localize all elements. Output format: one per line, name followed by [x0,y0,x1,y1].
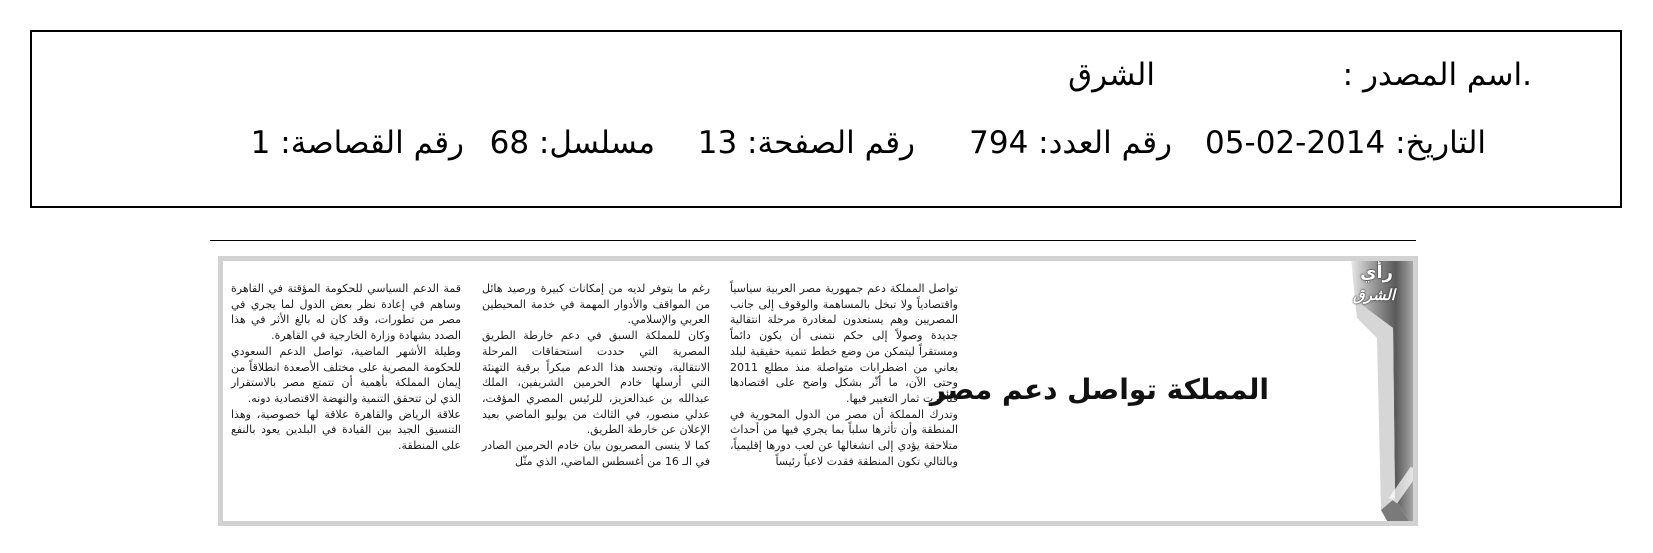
newspaper-clipping [218,256,1418,526]
ribbon-opinion-label: رأي [1359,262,1393,283]
paragraph: وكان للمملكة السبق في دعم خارطة الطريق المصرية التي حددت استحقاقات المرحلة الانتقالية، وتجسد هذا الدعم مبكراً برقية التهنئة التي أرسلها خادم الحرمين الشريفين، الملك عبدالله بن عبدالعزيز، للرئيس المصري المؤقت، عدلي منصور، في الثالث من يوليو الماضي بعيد الإعلان عن خارطة الطريق. [482,329,710,437]
paragraph: كما لا ينسى المصريون بيان خادم الحرمين الصادر في الـ 16 من أغسطس الماضي، الذي مثّل [482,439,710,468]
separator-rule [210,240,1416,241]
source-value: الشرق [1068,57,1155,93]
paragraph: رغم ما يتوفر لديه من إمكانات كبيرة ورصيد هائل من المواقف والأدوار المهمة في خدمة المحيطين العربي والإسلامي. [482,282,710,327]
clip-number-field: رقم القصاصة: 1 [250,125,464,161]
paragraph: وتدرك المملكة أن مصر من الدول المحورية في المنطقة وأن تأثرها سلباً بما يجري فيها من أحداث متلاحقة يؤدي إلى انشغالها عن لعب دورها إقليمياً، وبالتالي تكون المنطقة فقدت لاعباً رئيساً [730,407,958,468]
serial-field: مسلسل: 68 [489,125,655,161]
paragraph: تواصل المملكة دعم جمهورية مصر العربية سياسياً واقتصادياً ولا تبخل بالمساهمة والوقوف إلى جانب المصريين وهم يستعدون لمغادرة مرحلة انتقالية جديدة وصولاً إلى حكم نتمنى أن يكون دائماً ومستقراً ليتمكن من وضع خطط تنمية حقيقية لبلد يعاني من اضطرابات متواصلة منذ مطلع 2011 وحتى الآن، ما أثّر بشكل واضح على اقتصادها فتأخرت ثمار التغيير فيها. [730,282,958,405]
paragraph: علاقة الرياض والقاهرة علاقة لها خصوصية، وهذا التنسيق الجيد بين القيادة في البلدين يعود بالنفع على المنطقة. [231,407,461,453]
source-label: .اسم المصدر : [1342,57,1532,93]
date-field: التاريخ: 2014-02-05 [1205,125,1486,161]
clipping-metadata-box [30,30,1622,208]
ribbon-brand-label: الشرق [1352,286,1395,304]
opinion-ribbon [1295,258,1415,526]
article-column-3 [231,281,461,454]
page-number-field: رقم الصفحة: 13 [697,125,915,161]
article-column-2 [482,281,710,469]
article-headline: المملكة تواصل دعم مصر [929,373,1269,406]
paragraph: قمة الدعم السياسي للحكومة المؤقتة في القاهرة وساهم في إعادة نظر بعض الدول لما يجري في مصر من تطورات، وقد كان له بالغ الأثر في هذا الصدد بشهادة وزارة الخارجية في القاهرة. [231,282,461,343]
paragraph: وطيلة الأشهر الماضية، تواصل الدعم السعودي للحكومة المصرية على مختلف الأصعدة انطلاقاً من إيمان المملكة بأهمية أن تتمتع مصر بالاستقرار الذي لن تتحقق التنمية والنهضة الاقتصادية دونه. [231,344,461,405]
issue-number-field: رقم العدد: 794 [969,125,1172,161]
article-column-1 [730,281,958,469]
